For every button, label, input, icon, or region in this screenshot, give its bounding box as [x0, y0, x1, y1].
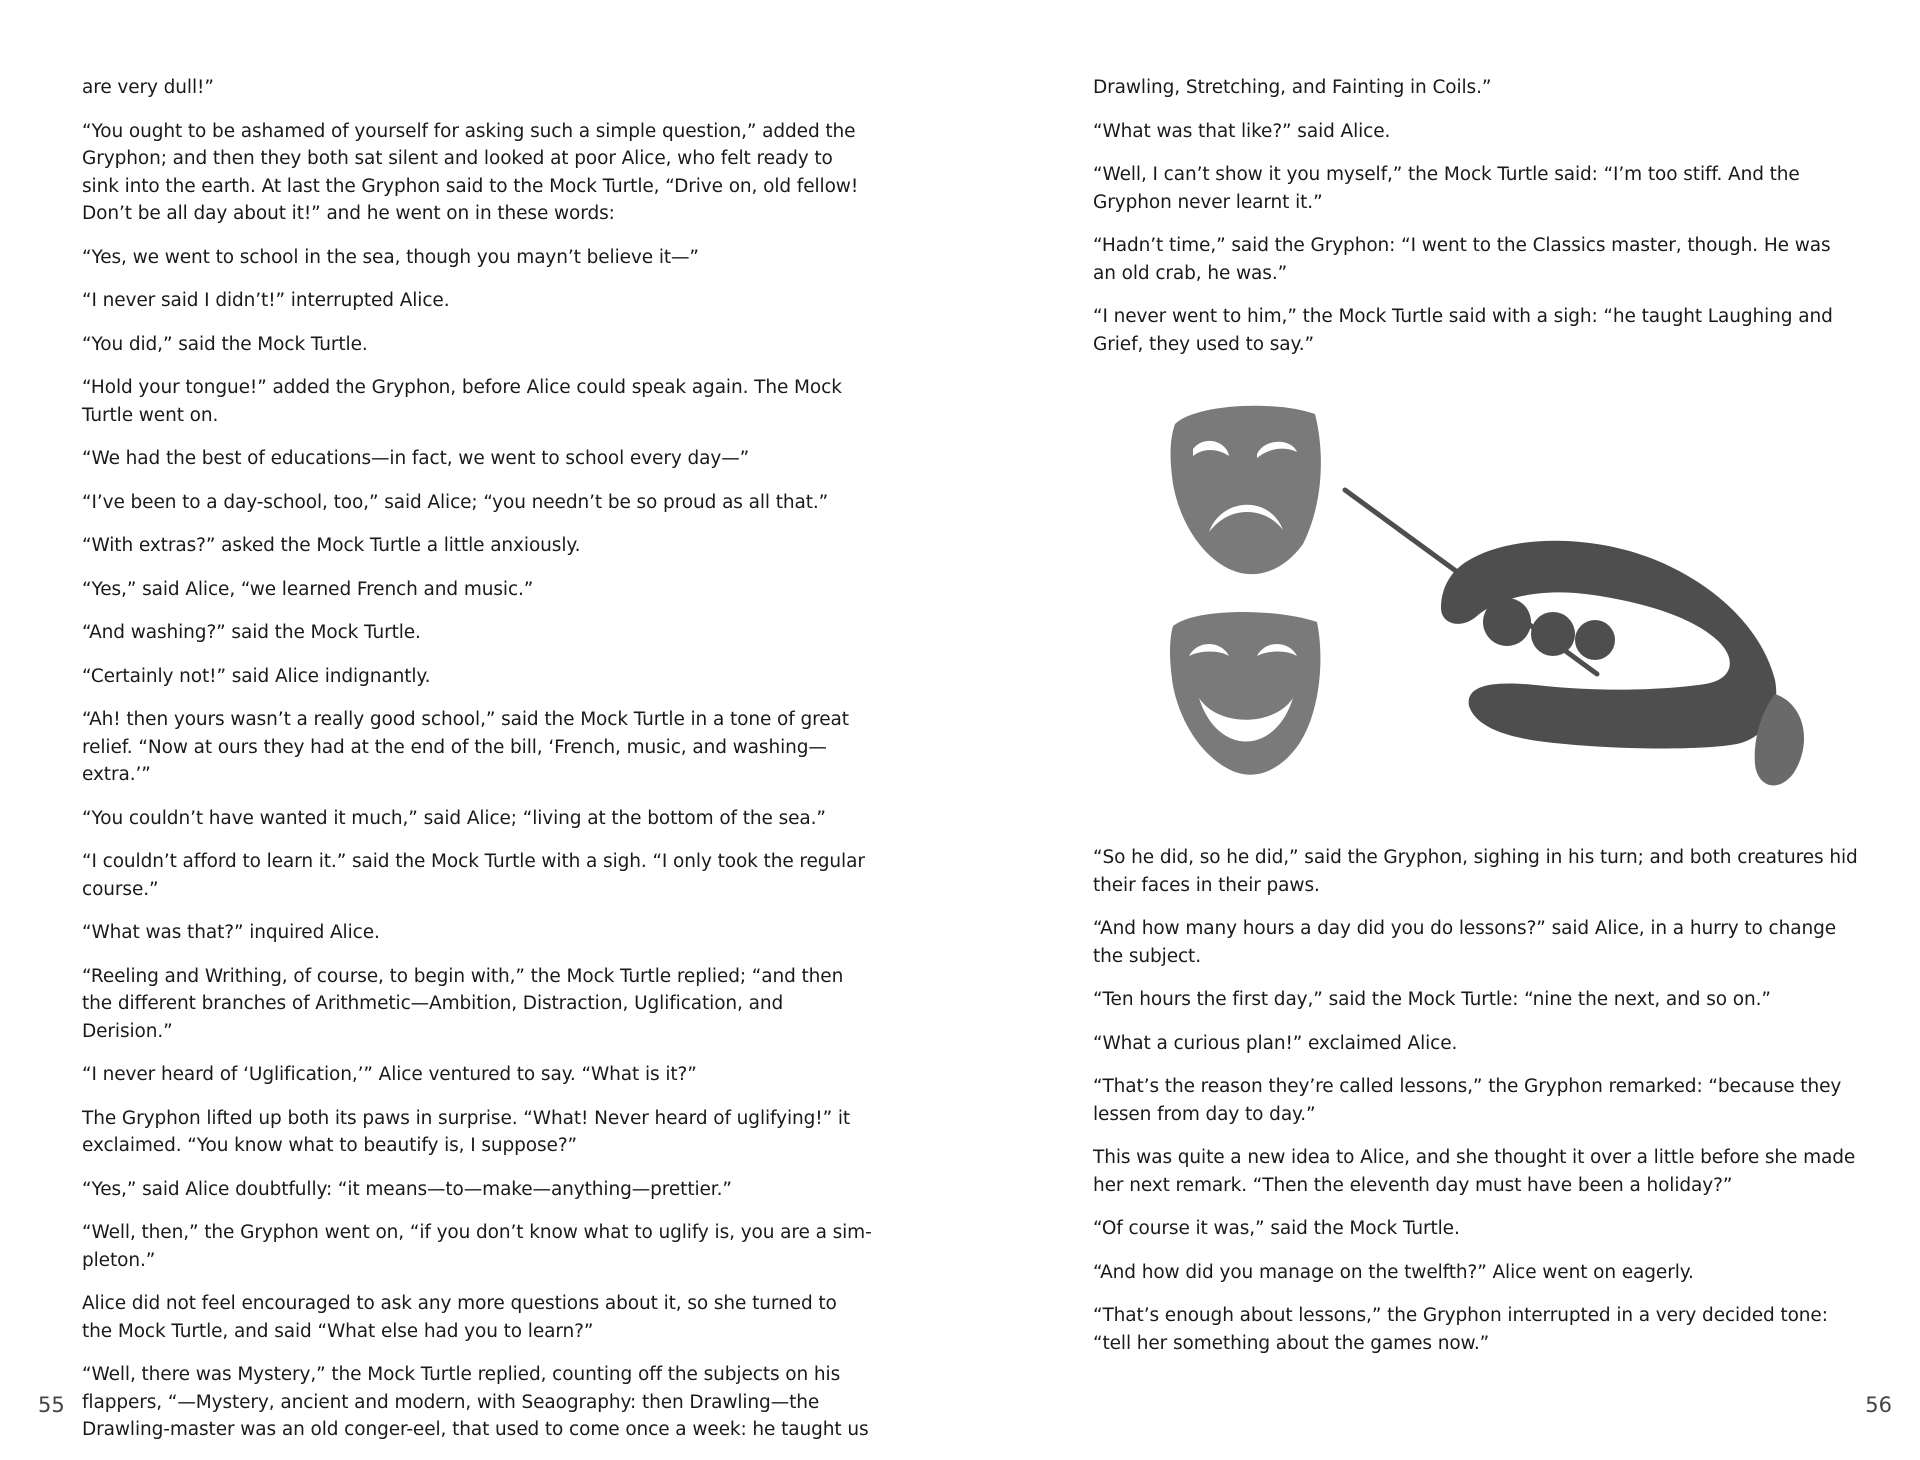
paragraph: “I couldn’t afford to learn it.” said the Mock Turtle with a sigh. “I only took the regular course.”	[82, 851, 865, 900]
paragraph: “I never heard of ‘Uglification,’” Alice ventured to say. “What is it?”	[82, 1064, 697, 1085]
paragraph: “Well, then,” the Gryphon went on, “if you don’t know what to uglify is, you are a sim-pleton.”	[82, 1222, 872, 1271]
paragraph: “We had the best of educations—in fact, we went to school every day—”	[82, 448, 750, 469]
paragraph: “And how did you manage on the twelfth?” Alice went on eagerly.	[1093, 1261, 1694, 1283]
tragedy-mask-icon	[1171, 406, 1321, 574]
paragraph: “Yes,” said Alice doubtfully: “it means—to—make—anything—prettier.”	[82, 1178, 732, 1200]
paragraph: “You did,” said the Mock Turtle.	[82, 333, 368, 355]
paragraph: “Hadn’t time,” said the Gryphon: “I went to the Classics master, though. He was an old crab, he was.”	[1093, 235, 1831, 284]
paragraph: Drawling, Stretching, and Fainting in Coils.”	[1093, 77, 1492, 98]
paragraph: “Well, I can’t show it you myself,” the Mock Turtle said: “I’m too stiff. And the Gryphon never learnt it.”	[1093, 164, 1800, 213]
paragraph: The Gryphon lifted up both its paws in surprise. “What! Never heard of uglifying!” it exclaimed. “You know what to beautify is, I suppose?”	[82, 1107, 851, 1156]
paragraph: “Ah! then yours wasn’t a really good school,” said the Mock Turtle in a tone of great relief. “Now at ours they had at the end of the bill, ‘French, music, and washing—extra.’”	[82, 709, 849, 785]
paragraph: “You couldn’t have wanted it much,” said Alice; “living at the bottom of the sea.”	[82, 807, 826, 829]
paragraph: “Hold your tongue!” added the Gryphon, before Alice could speak again. The Mock Turtle went on.	[82, 377, 842, 426]
left-page	[0, 0, 960, 1440]
right-page	[960, 0, 1920, 1440]
paragraph: “I never went to him,” the Mock Turtle said with a sigh: “he taught Laughing and Grief, they used to say.”	[1093, 306, 1833, 355]
right-text-column	[1093, 74, 1858, 1373]
paragraph: “What was that?” inquired Alice.	[82, 922, 380, 943]
paragraph: “I never said I didn’t!” interrupted Alice.	[82, 290, 450, 311]
paragraph: “Of course it was,” said the Mock Turtle.	[1093, 1218, 1460, 1239]
comedy-mask-icon	[1170, 612, 1320, 775]
paragraph: “Yes,” said Alice, “we learned French and music.”	[82, 578, 534, 600]
paragraph: “So he did, so he did,” said the Gryphon, sighing in his turn; and both creatures hid their faces in their paws.	[1093, 847, 1858, 896]
crab-claw-icon	[1441, 541, 1804, 786]
left-text-column	[82, 74, 872, 1460]
masks-and-claw-illustration	[1165, 394, 1849, 824]
paragraph: “And washing?” said the Mock Turtle.	[82, 622, 421, 643]
paragraph: “With extras?” asked the Mock Turtle a little anxiously.	[82, 535, 581, 556]
page-number-right: 56	[1865, 1393, 1892, 1417]
paragraph: “That’s enough about lessons,” the Gryphon interrupted in a very decided tone: “tell her something about the games now.”	[1093, 1305, 1828, 1354]
paragraph: “Yes, we went to school in the sea, though you mayn’t believe it—”	[82, 246, 699, 268]
paragraph: “You ought to be ashamed of yourself for asking such a simple question,” added the Gryphon; and then they both sat silent and looked at poor Alice, who felt ready to sink into the earth. At last the Gryphon said to the Mock Turtle, “Drive on, old fellow! Don’t be all day about it!” and he went on in these words:	[82, 120, 859, 224]
paragraph: “Well, there was Mystery,” the Mock Turtle replied, counting off the subjects on his flappers, “—Mystery, ancient and modern, with Seaography: then Drawling—the Drawling-master was an old conger-eel, that used to come once a week: he taught us	[82, 1364, 869, 1440]
paragraph: “Certainly not!” said Alice indignantly.	[82, 665, 431, 687]
paragraph: “And how many hours a day did you do lessons?” said Alice, in a hurry to change the subject.	[1093, 918, 1837, 967]
paragraph: “I’ve been to a day-school, too,” said Alice; “you needn’t be so proud as all that.”	[82, 491, 829, 513]
paragraph: “What a curious plan!” exclaimed Alice.	[1093, 1032, 1458, 1054]
page-number-left: 55	[38, 1393, 65, 1417]
paragraph: This was quite a new idea to Alice, and she thought it over a little before she made her next remark. “Then the eleventh day must have been a holiday?”	[1093, 1147, 1856, 1196]
paragraph: “Ten hours the first day,” said the Mock Turtle: “nine the next, and so on.”	[1093, 989, 1771, 1010]
paragraph: are very dull!”	[82, 77, 214, 98]
paragraph: “Reeling and Writhing, of course, to begin with,” the Mock Turtle replied; “and then the different branches of Arithmetic—Ambition, Distraction, Uglification, and Derision.”	[82, 965, 844, 1042]
paragraph: Alice did not feel encouraged to ask any more questions about it, so she turned to the Mock Turtle, and said “What else had you to learn?”	[82, 1293, 837, 1342]
paragraph: “What was that like?” said Alice.	[1093, 120, 1391, 142]
paragraph: “That’s the reason they’re called lessons,” the Gryphon remarked: “because they lessen from day to day.”	[1093, 1076, 1842, 1125]
